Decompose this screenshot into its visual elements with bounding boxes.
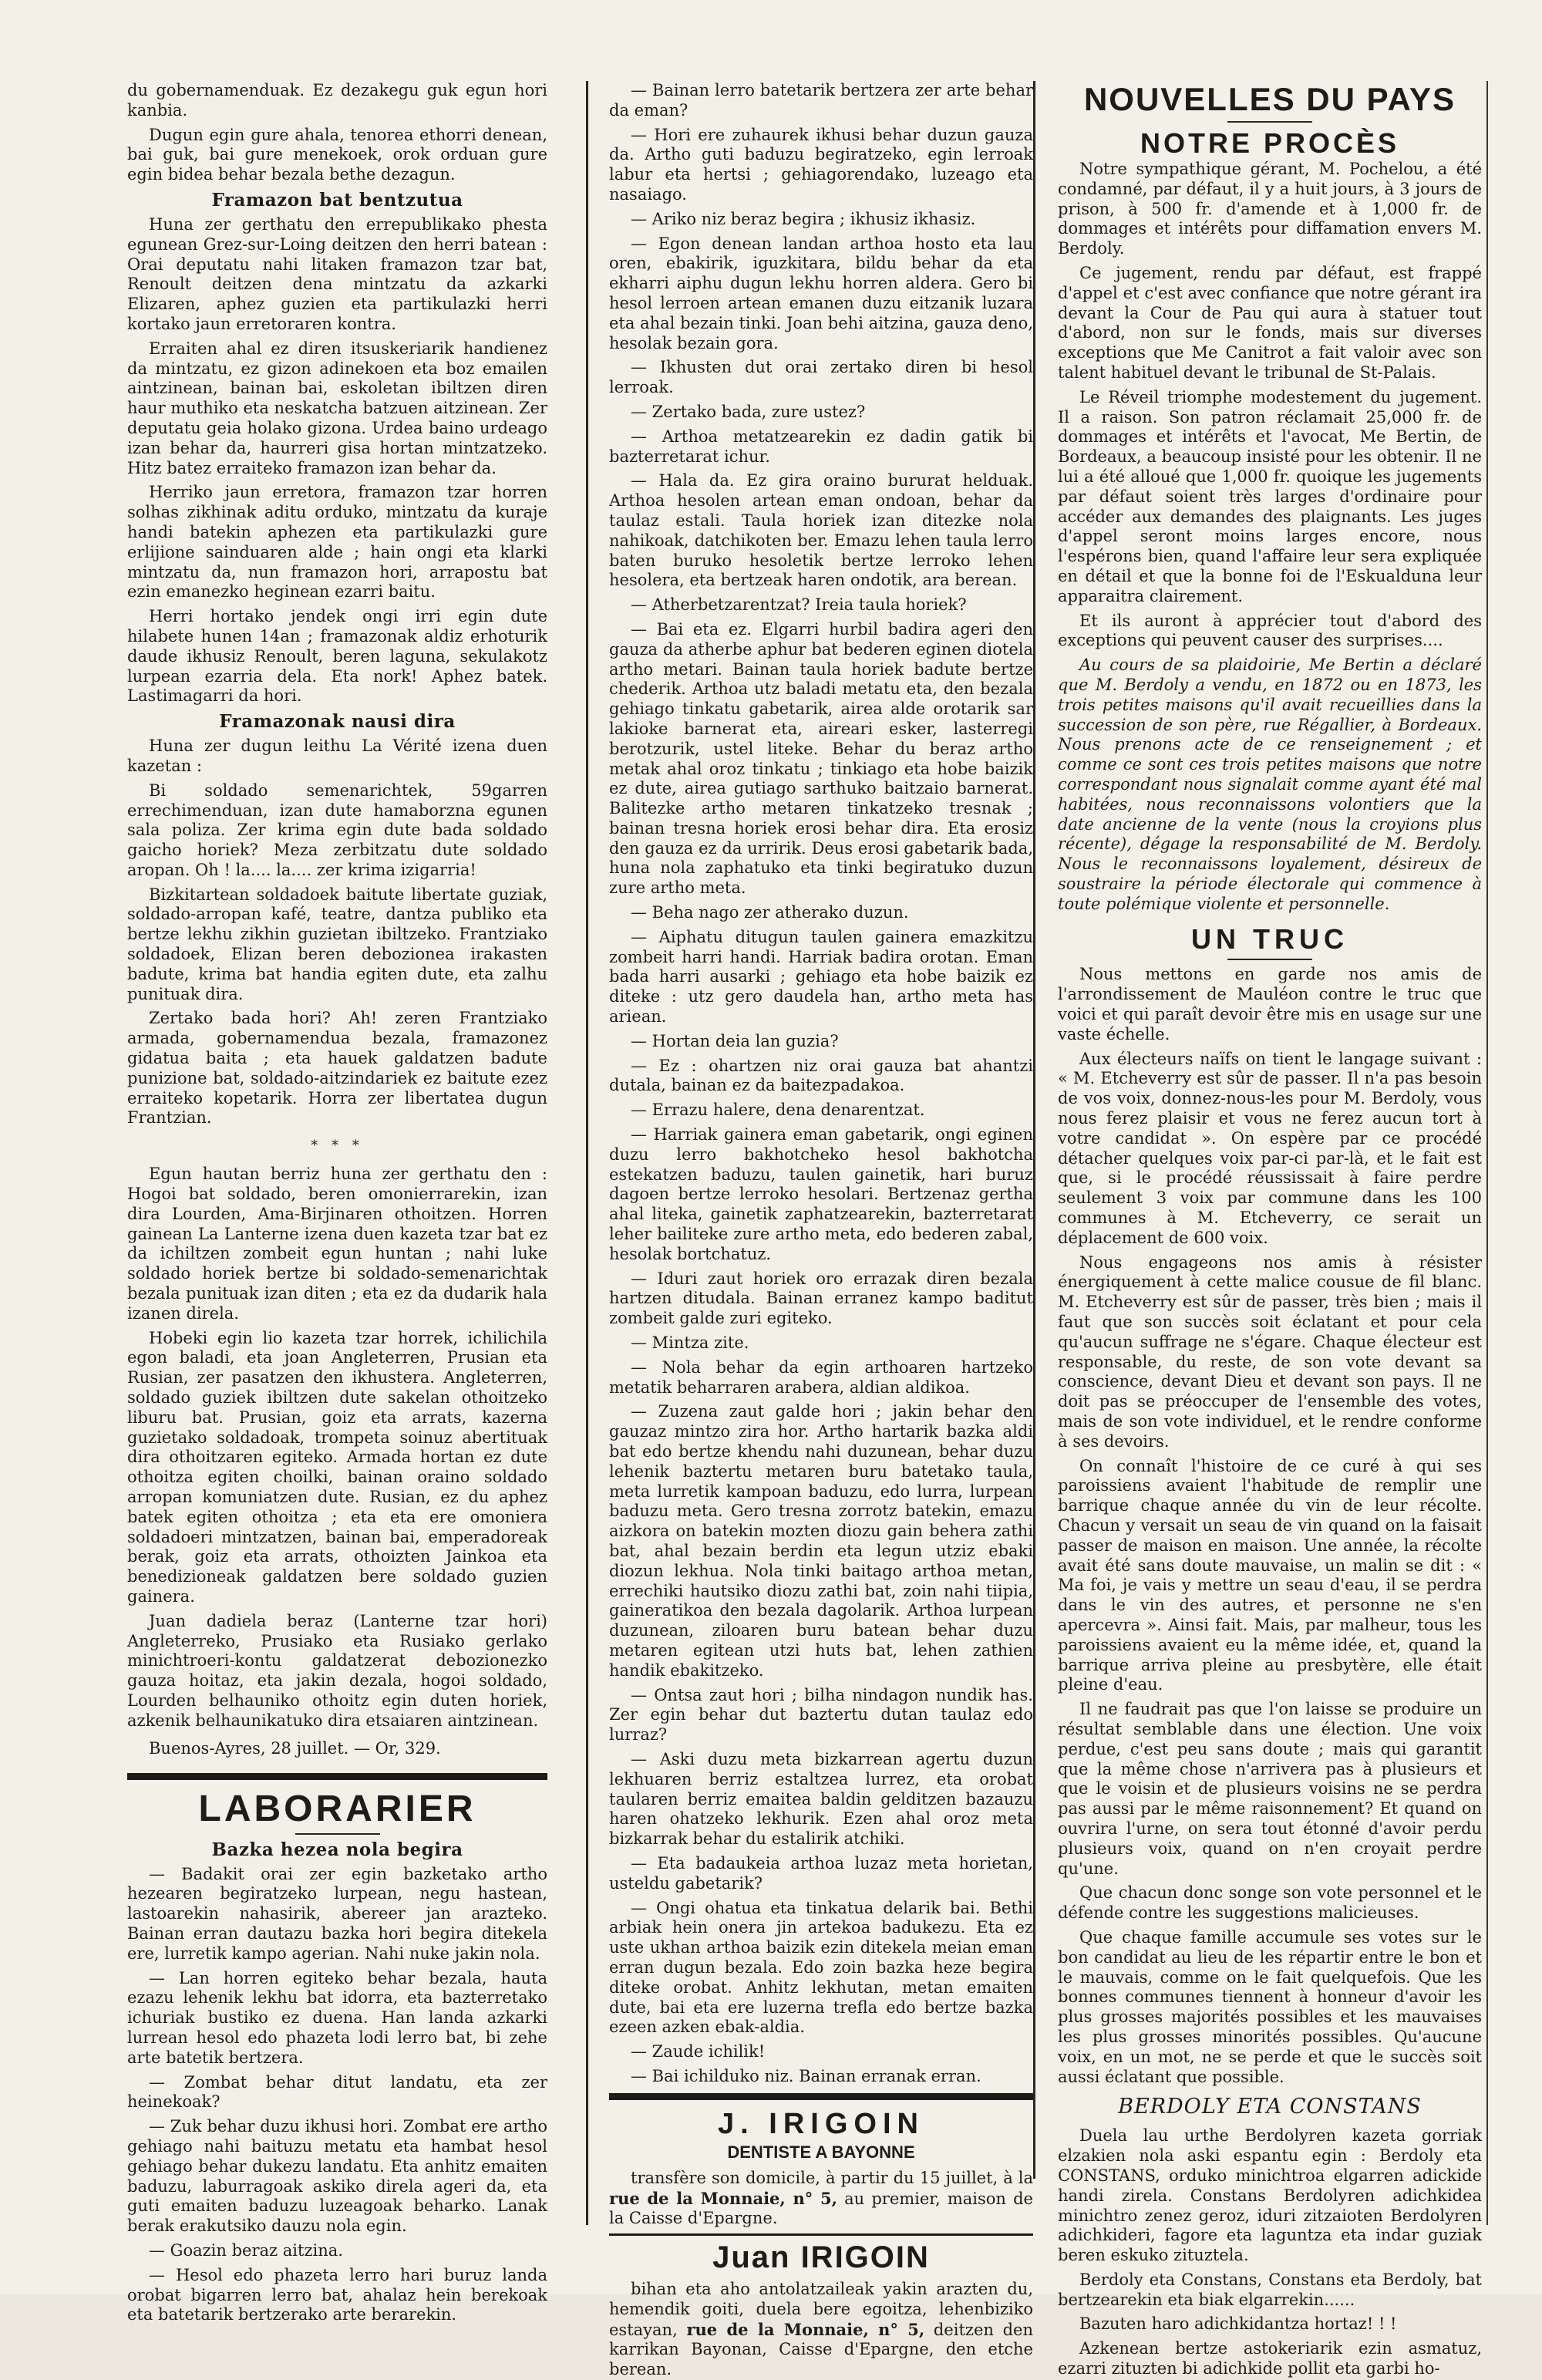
column-rule-left (586, 81, 588, 2225)
dialogue-line: — Bainan lerro batetarik bertzera zer arte behar da eman? (609, 81, 1033, 120)
title-underline (1227, 121, 1312, 123)
paragraph: Aux électeurs naïfs on tient le langage suivant : « M. Etcheverry est sûr de passer. Il n'a pas besoin de vos voix, donnez-nous-les pour M. Berdoly, vous nous ferez plaisir et vous ne ferez aucun tort à votre candidat ». On espère par ce procédé détacher quelques voix par-ci par-là, et le fait est que, si le procédé réussissait à faire perdre seulement 3 voix par commune dans les 100 communes à M. Etcheverry, ce serait un déplacement de 600 voix. (1058, 1049, 1482, 1247)
paragraph: Ce jugement, rendu par défaut, est frappé d'appel et c'est avec confiance que notre gérant ira devant la Cour de Pau qui aura à statuer tout d'abord, non sur le fonds, mais sur diverses exceptions que Me Canitrot a fait valoir avec son talent habituel devant le tribunal de St-Palais. (1058, 263, 1482, 382)
article-heading-framazonak: Framazonak nausi dira (219, 711, 456, 733)
paragraph: Azkenean bertze astokeriarik ezin asmatuz, ezarri zituzten bi adichkide pollit eta garbi ho- (1058, 2339, 1482, 2378)
dialogue-line: — Zaude ichilik! (631, 2042, 766, 2061)
section-separator-stars: * * * (311, 1138, 364, 1155)
dialogue-line: — Egon denean landan arthoa hosto eta lau oren, ebakirik, iguzkitara, bildu behar da eta ekharri aiphu dugun lekhu horren aldera. Gero bi hesol lerroen artean emanen duzu eitzanik luzara eta ahal bezain tinki. Joan behi aitzina, gauza deno, hesolak bezain gora. (609, 234, 1033, 352)
dialogue-line: — Badakit orai zer egin bazketako artho hezearen begiratzeko lurpean, negu hastean, lastoarekin nahasirik, abereer jan arazteko. Bainan erran dautazu bazka hori begira ditekela ere, lurretik kampo agerian. Nahi nuke jakin nola. (127, 1864, 547, 1963)
dialogue-line: — Hesol edo phazeta lerro hari buruz landa orobat bigarren lerro bat, ahalaz hein berekoak eta batetarik bertzerako arte berarekin. (127, 2265, 547, 2324)
paragraph: Que chaque famille accumule ses votes sur le bon candidat au lieu de les répartir entre le bon et le mauvais, comme on le fait quelquefois. Que les bonnes communes tiennent à honneur d'avoir les plus grosses majorités possibles et les mauvaises les plus grosses minorités possibles. Qu'aucune voix, en un mot, ne se perde et que le succès soit aussi éclatant que possible. (1058, 1927, 1482, 2086)
dialogue-line: — Ikhusten dut orai zertako diren bi hesol lerroak. (609, 358, 1033, 397)
dialogue-line: — Hortan deia lan guzia? (631, 1031, 839, 1050)
paragraph: Notre sympathique gérant, M. Pochelou, a été condamné, par défaut, il y a huit jours, à 3 jours de prison, à 500 fr. d'amende et à 1,000 fr. de dommages et intérêts pour diffamation envers M. Berdoly. (1058, 160, 1482, 258)
paragraph: Nous engageons nos amis à résister énergiquement à cette malice cousue de fil blanc. M. Etcheverry est sûr de passer, très bien ; mais il faut que son succès soit éclatant et pour cela qu'aucun suffrage ne s'égare. Chaque électeur est responsable, du reste, de son vote devant sa conscience, devant Dieu et devant son pays. Il ne doit pas se préoccuper de l'ensemble des votes, mais de son vote individuel, et le rendre conforme à ses devoirs. (1058, 1252, 1482, 1451)
paragraph: Herriko jaun erretora, framazon tzar horren solhas zikhinak aditu orduko, mintzatu da kuraje handi batekin aphezen eta partikulazki gure erlijione sainduaren alde ; hain ongi eta klarki mintzatu da, nun framazon hori, arrapostu bat ezin emanezko heginean ezarri baitu. (127, 483, 547, 602)
title-underline (295, 1833, 380, 1835)
section-divider (609, 2093, 1033, 2100)
dialogue-line: — Ariko niz beraz begira ; ikhusiz ikhasiz. (631, 209, 976, 228)
dialogue-line: — Zertako bada, zure ustez? (631, 402, 866, 421)
paragraph: Hobeki egin lio kazeta tzar horrek, ichilichila egon baladi, eta joan Angleterren, Prusian eta Rusian, zer pasatzen den ikhustera. Angleterren, soldado guziek ibiltzen dute sakelan othoitzeko liburu bat. Prusian, goiz eta arrats, kazerna guzietako soldadoak, trompeta soinuz abertituak dira othoitzaren egiteko. Armada hortan ez dute othoitza egiten choilki, bainan oraino soldado arropan komuniatzen dute. Rusian, ez du aphez batek egiten othoitza ; eta eta ere omoniera soldadoeri mintzatzen, bainan bai, emperadoreak berak, goiz eta arrats, othoizten Jainkoa eta benedizioneak galdatzen bere soldado guzien gainera. (127, 1328, 547, 1606)
paragraph: Egun hautan berriz huna zer gerthatu den : Hogoi bat soldado, beren omonierrarekin, izan dira Lourden, Ama-Birjinaren othoitzen. Horren gainean La Lanterne izena duen kazeta tzar bat ez da ichiltzen zombeit egun huntan ; nahi luke soldado horiek bertze bi soldado-semenarichtak bezala punituak izan diten ; eta ez da dudarik hala izanen direla. (127, 1165, 547, 1323)
advert-text-c: au premier, maison de la Caisse d'Epargne. (609, 2189, 1033, 2228)
paragraph-italic: Au cours de sa plaidoirie, Me Bertin a déclaré que M. Berdoly a vendu, en 1872 ou en 1873, les trois petites maisons qu'il avait recueillies dans la succession de son père, rue Régallier, à Bordeaux. Nous prenons acte de ce renseignement ; et comme ce sont ces trois petites maisons que notre correspondant nous signalait comme ayant été mal habitées, nous reconnaissons volontiers que la date ancienne de la vente (nous la croyions plus récente), dégage la responsabilité de M. Berdoly. Nous le reconnaissons loyalement, désireux de soustraire la période électorale qui commence à toute polémique violente et personnelle. (1058, 656, 1482, 913)
paragraph: du gobernamenduak. Ez dezakegu guk egun hori kanbia. (127, 81, 547, 120)
dialogue-line: — Mintza zite. (631, 1333, 749, 1353)
title-underline (1227, 959, 1312, 960)
advert-title-juan-irigoin: Juan IRIGOIN (712, 2240, 930, 2275)
dialogue-line: — Lan horren egiteko behar bezala, hauta ezazu lehenik lekhu bat idorra, eta bazterretako ichuriak bustiko ez duena. Han landa azkarki lurrean hesol edo phazeta lodi lerro bat, bi zehe arte batetik bertzera. (127, 1968, 547, 2067)
dialogue-line: — Harriak gainera eman gabetarik, ongi eginen duzu lerro bakhotcheko hesol bakhotcha estekatzen baduzu, taulen gainetik, hari buruz dagoen bertze lerroko hesolari. Bertzenaz gertha ahal liteka, gainetik zaphatzearekin, bazterretarat leher bailiteke zure artho meta, edo bederen zabal, hesolak bortchatuz. (609, 1125, 1033, 1263)
dialogue-line: — Hala da. Ez gira oraino bururat helduak. Arthoa hesolen artean eman ondoan, behar da taulaz estali. Taula horiek izan ditezke nola nahikoak, datchikoten ber. Emazu lehen taula lerro baten buruko hesoletik bertze lerroko lehen hesolera, eta bertzeak haren ondotik, ara berean. (609, 471, 1033, 590)
dialogue-line: — Nola behar da egin arthoaren hartzeko metatik beharraren arabera, aldian aldikoa. (609, 1357, 1033, 1397)
paragraph: Et ils auront à apprécier tout d'abord des exceptions qui peuvent causer des surprises.... (1058, 611, 1482, 650)
column-1 (127, 81, 547, 2324)
paragraph: Bazuten haro adichkidantza hortaz! ! ! (1079, 2314, 1397, 2334)
article-title-berdoly: BERDOLY ETA CONSTANS (1118, 2095, 1422, 2119)
paragraph: Huna zer dugun leithu La Vérité izena duen kazetan : (127, 737, 547, 775)
paragraph: Berdoly eta Constans, Constans eta Berdoly, bat bertzearekin eta biak elgarrekin...... (1058, 2270, 1482, 2309)
dialogue-line: — Arthoa metatzearekin ez dadin gatik bi bazterretarat ichur. (609, 426, 1033, 466)
advert-text-a: transfère son domicile, à partir du 15 juillet, à la (631, 2168, 1033, 2187)
advert-text-c: deitzen den karrikan Bayonan, Caisse d'Epargne, den etche berean. (609, 2320, 1033, 2379)
dialogue-line: — Ontsa zaut hori ; bilha nindagon nundik has. Zer egin behar dut baztertu dutan taulaz edo lurraz? (609, 1685, 1033, 1745)
dialogue-line: — Zombat behar ditut landatu, eta zer heinekoak? (127, 2072, 547, 2112)
section-title-nouvelles: NOUVELLES DU PAYS (1083, 81, 1456, 117)
dialogue-line: — Ongi ohatua eta tinkatua delarik bai. Bethi arbiak hein onera jin artekoa badukezu. Eta ez uste ukhan arthoa baizik ezin ditekela meian eman erran dugun bezala. Edo zoin bazka heze begira diteke orobat. Anhitz lekhutan, metan emaiten dute, bai eta ere luzerna trefla edo bertze bazka ezeen azken ebak-aldia. (609, 1898, 1033, 2037)
dialogue-line: — Goazin beraz aitzina. (149, 2240, 343, 2260)
paragraph: Zertako bada hori? Ah! zeren Frantziako armada, gobernamendua bezala, framazonez gidatua baita ; eta hauek galdatzen badute punizione bat, soldado-aitzindariek ez baitute ezez erraiteko kopetarik. Horra zer libertatea dugun Frantzian. (127, 1009, 547, 1128)
dialogue-line: — Atherbetzarentzat? Ireia taula horiek? (631, 595, 967, 615)
column-rule-right (1033, 81, 1035, 2179)
article-title-truc: UN TRUC (1191, 923, 1348, 956)
dialogue-line: — Ez : ohartzen niz orai gauza bat ahantzi dutala, bainan ez da baitezpadakoa. (609, 1056, 1033, 1095)
column-3 (1058, 81, 1482, 2378)
advert-text (609, 2280, 1033, 2380)
article-heading-framazon: Framazon bat bentzutua (211, 189, 463, 211)
paragraph: Huna zer gerthatu den errepublikako phesta egunean Grez-sur-Loing deitzen den herri batean : Orai deputatu nahi litaken framazon tzar bat, Renoult deitzen dena mintzatu da azkarki Elizaren, aphez guzien eta partikulazki herri kortako jaun erretoraren kontra. (127, 214, 547, 333)
advert-address: rue de la Monnaie, n° 5, (686, 2319, 925, 2339)
article-heading-bazka: Bazka hezea nola begira (211, 1839, 463, 1860)
paragraph: Que chacun donc songe son vote personnel et le défende contre les suggestions malicieuses. (1058, 1883, 1482, 1923)
paragraph: Bi soldado semenarichtek, 59garren errechimenduan, izan dute hamaborzna egunen sala poliza. Zer krima egin dute bada soldado gaicho horiek? Meza zerbitzatu dute soldado aropan. Oh ! la.... la.... zer krima izigarria! (127, 780, 547, 879)
dateline: Buenos-Ayres, 28 juillet. — Or, 329. (149, 1738, 441, 1758)
paragraph: Le Réveil triomphe modestement du jugement. Il a raison. Son patron réclamait 25,000 fr. de dommages et intérêts et l'avocat, Me Bertin, de Bordeaux, a beaucoup insisté pour les obtenir. Il ne lui a été alloué que 1,000 fr. quoique les jugements par défaut soient très larges d'ordinaire pour accéder aux demandes des plaignants. Les juges d'appel seront moins larges encore, nous l'espérons bien, quand l'affaire leur sera expliquée en détail et que la bonne foi de l'Eskualduna leur apparaitra clairement. (1058, 387, 1482, 605)
paragraph: Herri hortako jendek ongi irri egin dute hilabete hunen 14an ; framazonak aldiz erhoturik daude ikhusiz Renoult, beren laguna, sekulakotz lurpean ezarria dela. Eta nork! Aphez batek. Lastimagarri da hori. (127, 607, 547, 706)
paragraph: Bizkitartean soldadoek baitute libertate guziak, soldado-arropan kafé, teatre, dantza publiko eta bertze lekhu zikhin guzietan ibiltzeko. Frantziako soldadoek, Elizan beren debozionea irakasten badute, krima bat handia egiten dute, eta zalhu punituak dira. (127, 885, 547, 1003)
paragraph: On connaît l'histoire de ce curé à qui ses paroissiens avaient l'habitude de remplir une barrique chaque année du vin de leur récolte. Chacun y versait un seau de vin quand on la faisait passer de maison en maison. Une année, la récolte avait été sans doute mauvaise, un malin se dit : « Ma foi, je vais y mettre un seau d'eau, il se perdra dans le vin des autres, et personne ne s'en apercevra ». Ainsi fait. Mais, par malheur, tous les paroissiens avaient eu la même idée, et, quand la barrique arriva pleine au presbytère, elle était pleine d'eau. (1058, 1456, 1482, 1694)
section-divider (127, 1773, 547, 1780)
dialogue-line: — Zuzena zaut galde hori ; jakin behar den gauzaz mintzo zira hor. Artho hartarik bazka aldi bat edo bertze khendu nahi duzunean, behar duzu lehenik baztertu metaren buru batetako taula, meta lurretik kampoan baduzu, edo lurra, lurpean baduzu meta. Gero tresna zorrotz batekin, emazu aizkora on batekin mozten diozu gain behera zathi bat, ahal bezain berdin eta legun utziz ebaki diozun lekhua. Nola tinki baitago arthoa metan, errechiki hautsiko diozu zathi bat, zoin nahi tiipia, gaineratikoa den bezala dagolarik. Arthoa lurpean duzunean, ziloaren buru batean behar duzu metaren egitean utzi huts bat, lehen zathien handik ebakitzeko. (609, 1402, 1033, 1680)
dialogue-line: — Iduri zaut horiek oro errazak diren bezala hartzen ditudala. Bainan erranez kampo baditut zombeit galde zuri egiteko. (609, 1269, 1033, 1328)
dialogue-line: — Bai ichilduko niz. Bainan erranak erran. (631, 2066, 981, 2085)
column-2 (609, 81, 1033, 2379)
advert-text-a: bihan eta aho antolatzaileak yakin arazten du, hemendik goiti, duela bere egoitza, lehenbiziko estayan, (609, 2280, 1033, 2339)
paragraph: Erraiten ahal ez diren itsuskeriarik handienez da mintzatu, ez gizon adinekoen eta boz emailen aintzinean, bainan bai, eskoletan ibiltzen diren haur muthiko eta neskatcha batzuen aitzinean. Zer deputatu geia holako gizona. Urdea baino urdeago izan behar da, haurreri gisa hortan mintzatzeko. Hitz batez erraiteko framazon izan behar da. (127, 339, 547, 477)
dialogue-line: — Zuk behar duzu ikhusi hori. Zombat ere artho gehiago nahi baituzu metatu eta hambat hesol gehiago behar dukezu landatu. Eta anhitz emaiten baduzu, laburragoak askiko direla ageri da, eta guti emaiten baduzu luzeagoak beharko. Lanak berak erakutsiko dauzu nola egin. (127, 2117, 547, 2236)
dialogue-line: — Aski duzu meta bizkarrean agertu duzun lekhuaren berriz estaltzea lurrez, eta orobat taularen berriz emaitea baldin gelditzen bazauzu haren ohatzeko lekhurik. Ezen ahal oroz meta bizkarrak behar du estalirik atchiki. (609, 1749, 1033, 1849)
section-title-laborarier: LABORARIER (198, 1788, 476, 1829)
advert-divider (609, 2233, 1033, 2236)
dialogue-line: — Errazu halere, dena denarentzat. (631, 1101, 925, 1120)
paragraph: Il ne faudrait pas que l'on laisse se produire un résultat semblable dans une élection. Une voix perdue, c'est peu sans doute ; mais qui garantit que la même chose n'arrivera pas à plusieurs et que le voisin et de plusieurs voisins ne se perdra pas aussi par le même raisonnement? Et quand on ouvrira l'urne, on sera tout étonné d'avoir perdu plusieurs voix, quand on n'en croyait perdre qu'une. (1058, 1700, 1482, 1878)
dialogue-line: — Eta badaukeia arthoa luzaz meta horietan, usteldu gabetarik? (609, 1853, 1033, 1893)
advert-text (609, 2169, 1033, 2229)
page-edge-rule (1486, 81, 1488, 2225)
advert-title-j-irigoin: J. IRIGOIN (718, 2107, 924, 2140)
dialogue-line: — Hori ere zuhaurek ikhusi behar duzun gauza da. Artho guti baduzu begiratzeko, egin lerroak labur eta hertsi ; gehiagorendako, luzeago eta nasaiago. (609, 125, 1033, 204)
advert-subtitle: DENTISTE A BAYONNE (727, 2142, 915, 2162)
paragraph: Dugun egin gure ahala, tenorea ethorri denean, bai guk, bai gure menekoek, orok orduan gure egin bidea behar bezala bethe dezagun. (127, 125, 547, 184)
dialogue-line: — Bai eta ez. Elgarri hurbil badira ageri den gauza da atherbe aphur bat bederen eginen diotela artho metari. Bainan taula horiek badute bertze chederik. Arthoa utz baladi metatu eta, den bezala gehiago tinkatu gabetarik, airea alde orotarik sar lakioke barnerat eta, aireari esker, lasterregi berotzurik, ustel liteke. Behar du beraz artho metak ahal oroz tinkatu ; tinkiago eta hobe baizik ez dute, airea gutiago sarthuko baitzaio barnerat. Balitezke artho metaren tinkatzeko tresnak ; bainan tresna horiek erosi behar dira. Eta erosiz den gauza ez da urririk. Deus erosi gabetarik bada, huna nola zaphatuko eta tinki begiratuko duzun zure artho meta. (609, 619, 1033, 898)
dialogue-line: — Beha nago zer atherako duzun. (631, 903, 909, 922)
paragraph: Nous mettons en garde nos amis de l'arrondissement de Mauléon contre le truc que voici et qui paraît devoir être mis en usage sur une vaste échelle. (1058, 965, 1482, 1043)
dialogue-line: — Aiphatu ditugun taulen gainera emazkitzu zombeit harri handi. Harriak badira orotan. Eman bada harri ausarki ; gehiago eta hobe baizik ez diteke : utz gero daudela han, artho meta has ariean. (609, 927, 1033, 1027)
paragraph: Duela lau urthe Berdolyren kazeta gorriak elzakien nola aski espantu egin : Berdoly eta CONSTANS, orduko minichtroa elgarren adickide handi zirela. Constans Berdolyren adichkidea minichtro zenez geroz, iduri zitzaioten Berdolyren adichkideri, fagore eta laguntza eta indar guziak beren eskuko zituztela. (1058, 2126, 1482, 2265)
paragraph: Juan dadiela beraz (Lanterne tzar hori) Angleterreko, Prusiako eta Rusiako gerlako minichtroeri-kontu galdatzerat debozionezko gauza hoitaz, eta jakin dezala, hogoi soldado, Lourden belhauniko othoitz egin duten horiek, azkenik belhaunikatuko dira etsaiaren aintzinean. (127, 1611, 547, 1730)
advert-address: rue de la Monnaie, n° 5, (609, 2188, 837, 2208)
article-title-proces: NOTRE PROCÈS (1140, 127, 1400, 159)
